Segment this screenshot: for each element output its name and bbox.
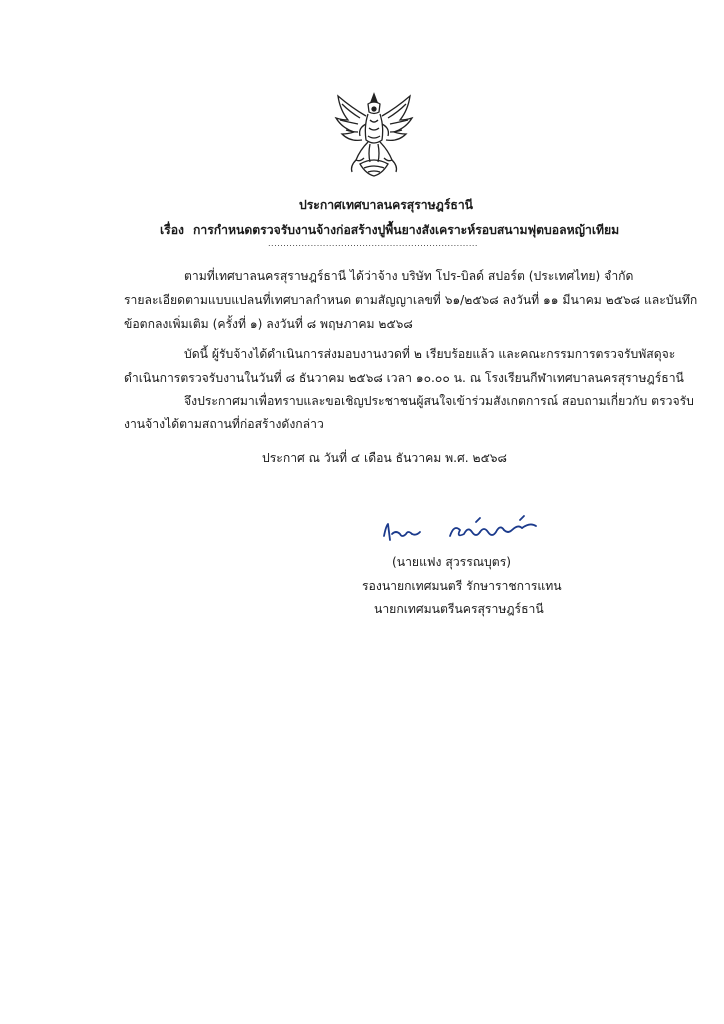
subject-text: การกำหนดตรวจรับงานจ้างก่อสร้างปูพื้นยางสังเคราะห์รอบสนามฟุตบอลหญ้าเทียม	[193, 223, 620, 237]
para1-line3: ข้อตกลงเพิ่มเติม (ครั้งที่ ๑) ลงวันที่ ๘ พฤษภาคม ๒๕๖๘	[124, 317, 413, 331]
signatory-position-line1: รองนายกเทศมนตรี รักษาราชการแทน	[362, 579, 562, 593]
para3-line2: งานจ้างได้ตามสถานที่ก่อสร้างดังกล่าว	[124, 417, 324, 431]
signatory-position-line2: นายกเทศมนตรีนครสุราษฎร์ธานี	[374, 602, 544, 616]
handwritten-signature-icon	[380, 512, 555, 552]
garuda-emblem-icon	[330, 90, 418, 182]
para1-line1: ตามที่เทศบาลนครสุราษฎร์ธานี ได้ว่าจ้าง บริษัท โปร-บิลด์ สปอร์ต (ประเทศไทย) จำกัด	[184, 269, 634, 283]
subject-label: เรื่อง	[160, 223, 184, 237]
para2-line1: บัดนี้ ผู้รับจ้างได้ดำเนินการส่งมอบงานงวดที่ ๒ เรียบร้อยแล้ว และคณะกรรมการตรวจรับพัสดุจะ	[184, 347, 676, 361]
para2-line2: ดำเนินการตรวจรับงานในวันที่ ๘ ธันวาคม ๒๕๖๘ เวลา ๑๐.๐๐ น. ณ โรงเรียนกีฬาเทศบาลนครสุราษฎร์ธานี	[124, 371, 684, 385]
para1-line2: รายละเอียดตามแบบแปลนที่เทศบาลกำหนด ตามสัญญาเลขที่ ๖๑/๒๕๖๘ ลงวันที่ ๑๑ มีนาคม ๒๕๖๘ และบันทึก	[124, 293, 698, 307]
announcement-date: ประกาศ ณ วันที่ ๔ เดือน ธันวาคม พ.ศ. ๒๕๖๘	[262, 451, 507, 465]
para3-line1: จึงประกาศมาเพื่อทราบและขอเชิญประชาชนผู้สนใจเข้าร่วมสังเกตการณ์ สอบถามเกี่ยวกับ ตรวจรับ	[184, 394, 694, 408]
header-separator: .....................................................................	[268, 239, 478, 248]
announcement-title: ประกาศเทศบาลนครสุราษฎร์ธานี	[299, 198, 474, 212]
signatory-name: (นายแฟง สุวรรณบุตร)	[392, 555, 512, 569]
